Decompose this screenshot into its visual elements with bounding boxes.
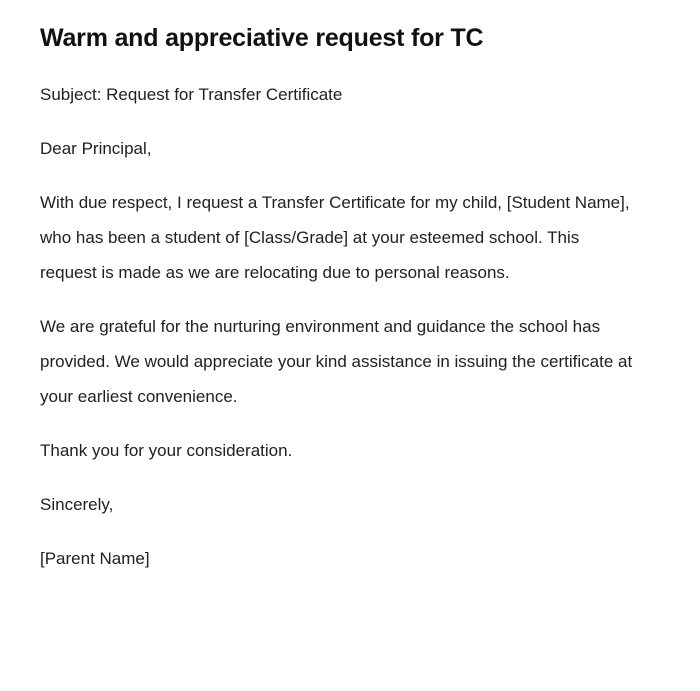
paragraph-subject: Subject: Request for Transfer Certificate xyxy=(40,84,343,104)
paragraph-body-2: We are grateful for the nurturing environment and guidance the school has provided. We would appreciate your kind assistance in issuing the certificate at your earliest convenience. xyxy=(40,316,633,406)
paragraph-closing: Sincerely, xyxy=(40,494,114,514)
paragraph-body-1: With due respect, I request a Transfer Certificate for my child, [Student Name], who has been a student of [Class/Grade] at your esteemed school. This request is made as we are relocating due to personal reasons. xyxy=(40,192,630,282)
paragraph-signature: [Parent Name] xyxy=(40,548,150,568)
page-title: Warm and appreciative request for TC xyxy=(40,24,484,52)
paragraph-salutation: Dear Principal, xyxy=(40,138,152,158)
paragraph-thanks: Thank you for your consideration. xyxy=(40,440,293,460)
